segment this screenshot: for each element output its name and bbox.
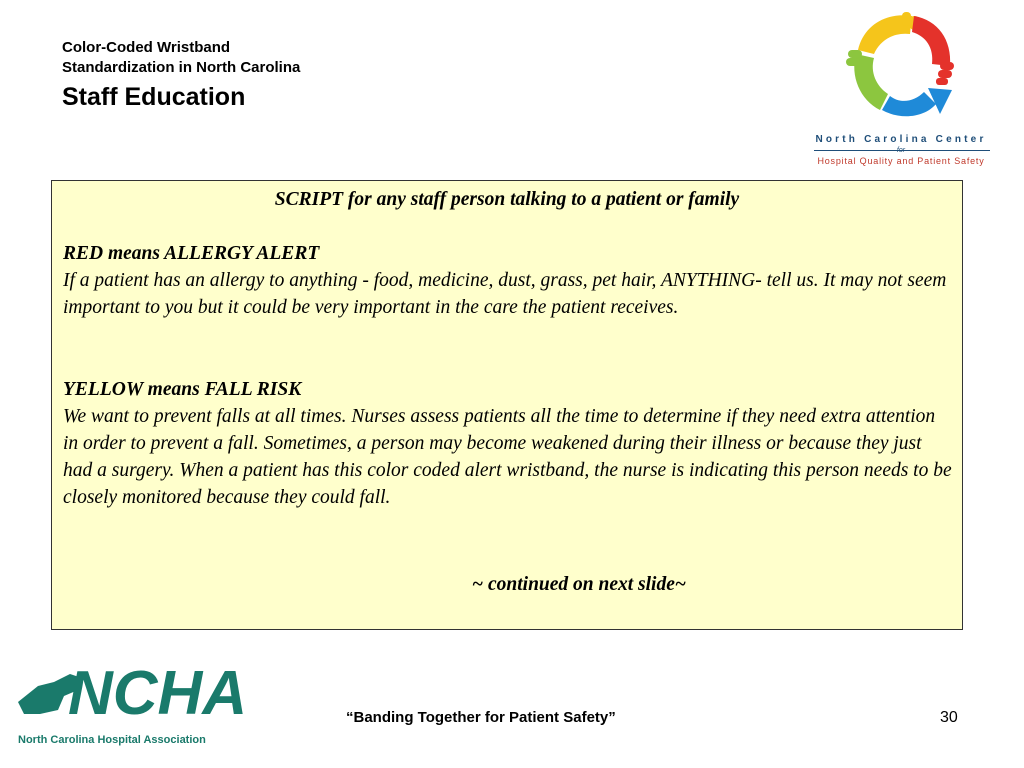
center-name: North Carolina Center	[815, 134, 987, 145]
center-subtitle: Hospital Quality and Patient Safety	[817, 156, 985, 166]
ncha-name: North Carolina Hospital Association	[18, 734, 206, 746]
nc-center-logo	[806, 10, 996, 170]
red-heading: RED means ALLERGY ALERT	[63, 243, 320, 264]
yellow-text: We want to prevent falls at all times. Nurses assess patients all the time to determine if they need extra attention in order to prevent a fall. Sometimes, a person may become weakened during their illness or because they just had a surgery. When a patient has this color coded alert wristband, the nurse is indicating this person needs to be closely monitored because they could fall.	[63, 406, 952, 508]
center-for: for	[896, 147, 906, 154]
page-title: Staff Education	[62, 83, 246, 111]
continued-note: ~ continued on next slide~	[472, 574, 686, 595]
ncha-letters: NCHA	[68, 659, 248, 728]
ncha-logo	[18, 656, 248, 751]
red-section	[63, 240, 955, 321]
script-title: SCRIPT for any staff person talking to a patient or family	[274, 189, 740, 210]
hands-circle-icon	[844, 10, 956, 128]
red-text: If a patient has an allergy to anything - food, medicine, dust, grass, pet hair, ANYTHING- tell us. It may not seem important to you but it could be very important in the care the patient receives.	[63, 270, 947, 318]
page-number: 30	[940, 709, 958, 726]
header-subtitle-line1: Color-Coded Wristband	[62, 39, 231, 56]
header-subtitle-line2: Standardization in North Carolina	[62, 59, 301, 76]
footer-tagline: “Banding Together for Patient Safety”	[346, 709, 616, 726]
yellow-heading: YELLOW means FALL RISK	[63, 379, 302, 400]
ncha-map-logo-icon	[18, 656, 248, 732]
yellow-section	[63, 376, 955, 511]
script-box	[51, 180, 963, 630]
